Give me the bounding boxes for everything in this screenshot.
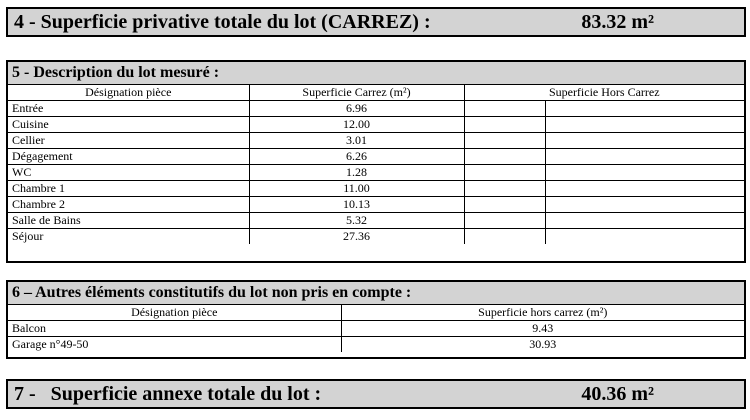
table-cell xyxy=(545,213,744,229)
table-cell xyxy=(464,229,545,245)
section-7-label: 7 - Superficie annexe totale du lot : xyxy=(14,382,322,405)
table-cell: Chambre 1 xyxy=(8,181,249,197)
section-7-total-annexe xyxy=(6,379,746,409)
table-cell xyxy=(545,101,744,117)
table-row xyxy=(8,197,744,213)
table-row xyxy=(8,101,744,117)
table-cell xyxy=(464,133,545,149)
table-row xyxy=(8,165,744,181)
table-cell xyxy=(545,181,744,197)
table-cell: Cuisine xyxy=(8,117,249,133)
table-cell xyxy=(464,117,545,133)
table-cell xyxy=(464,165,545,181)
table-cell: Séjour xyxy=(8,229,249,245)
column-header: Désignation pièce xyxy=(8,85,249,101)
table-cell: Garage n°49-50 xyxy=(8,337,341,353)
table-row xyxy=(8,117,744,133)
table-cell: 27.36 xyxy=(249,229,464,245)
section-4-value: 83.32 m² xyxy=(581,10,654,33)
table-cell xyxy=(545,133,744,149)
table-cell: Cellier xyxy=(8,133,249,149)
table-cell xyxy=(464,101,545,117)
table-cell: 6.96 xyxy=(249,101,464,117)
table-row xyxy=(8,321,744,337)
table-cell xyxy=(545,197,744,213)
column-header: Désignation pièce xyxy=(8,305,341,321)
section-7-value: 40.36 m² xyxy=(581,382,654,405)
table-cell: Salle de Bains xyxy=(8,213,249,229)
hors-carrez-table xyxy=(8,305,744,352)
section-4-label: 4 - Superficie privative totale du lot (CARREZ) : xyxy=(14,10,431,33)
table-cell: 1.28 xyxy=(249,165,464,181)
table-cell xyxy=(464,197,545,213)
table-cell xyxy=(545,149,744,165)
table-cell xyxy=(545,165,744,181)
table-cell: Dégagement xyxy=(8,149,249,165)
table-row xyxy=(8,133,744,149)
table-cell: 10.13 xyxy=(249,197,464,213)
table-header-row xyxy=(8,305,744,321)
table-cell: Entrée xyxy=(8,101,249,117)
section-5-title: 5 - Description du lot mesuré : xyxy=(8,62,744,85)
column-header: Superficie Hors Carrez xyxy=(464,85,744,101)
section-6-title: 6 – Autres éléments constitutifs du lot non pris en compte : xyxy=(8,282,744,305)
table-cell: 3.01 xyxy=(249,133,464,149)
table-row xyxy=(8,213,744,229)
table-cell: WC xyxy=(8,165,249,181)
table-cell xyxy=(464,149,545,165)
table-cell xyxy=(545,117,744,133)
section-5-description xyxy=(6,60,746,263)
table-cell: 30.93 xyxy=(341,337,744,353)
table-cell xyxy=(464,181,545,197)
carrez-table xyxy=(8,85,744,244)
table-cell: Balcon xyxy=(8,321,341,337)
table-row xyxy=(8,149,744,165)
table-cell xyxy=(545,229,744,245)
section-4-total-carrez xyxy=(6,7,746,37)
table-cell: 11.00 xyxy=(249,181,464,197)
table-cell: 6.26 xyxy=(249,149,464,165)
column-header: Superficie hors carrez (m²) xyxy=(341,305,744,321)
table-cell: 12.00 xyxy=(249,117,464,133)
table-cell xyxy=(464,213,545,229)
table-cell: 5.32 xyxy=(249,213,464,229)
column-header: Superficie Carrez (m²) xyxy=(249,85,464,101)
table-row xyxy=(8,181,744,197)
table-row xyxy=(8,337,744,353)
table-cell: Chambre 2 xyxy=(8,197,249,213)
section-6-other-elements xyxy=(6,280,746,359)
table-row xyxy=(8,229,744,245)
table-header-row xyxy=(8,85,744,101)
table-cell: 9.43 xyxy=(341,321,744,337)
